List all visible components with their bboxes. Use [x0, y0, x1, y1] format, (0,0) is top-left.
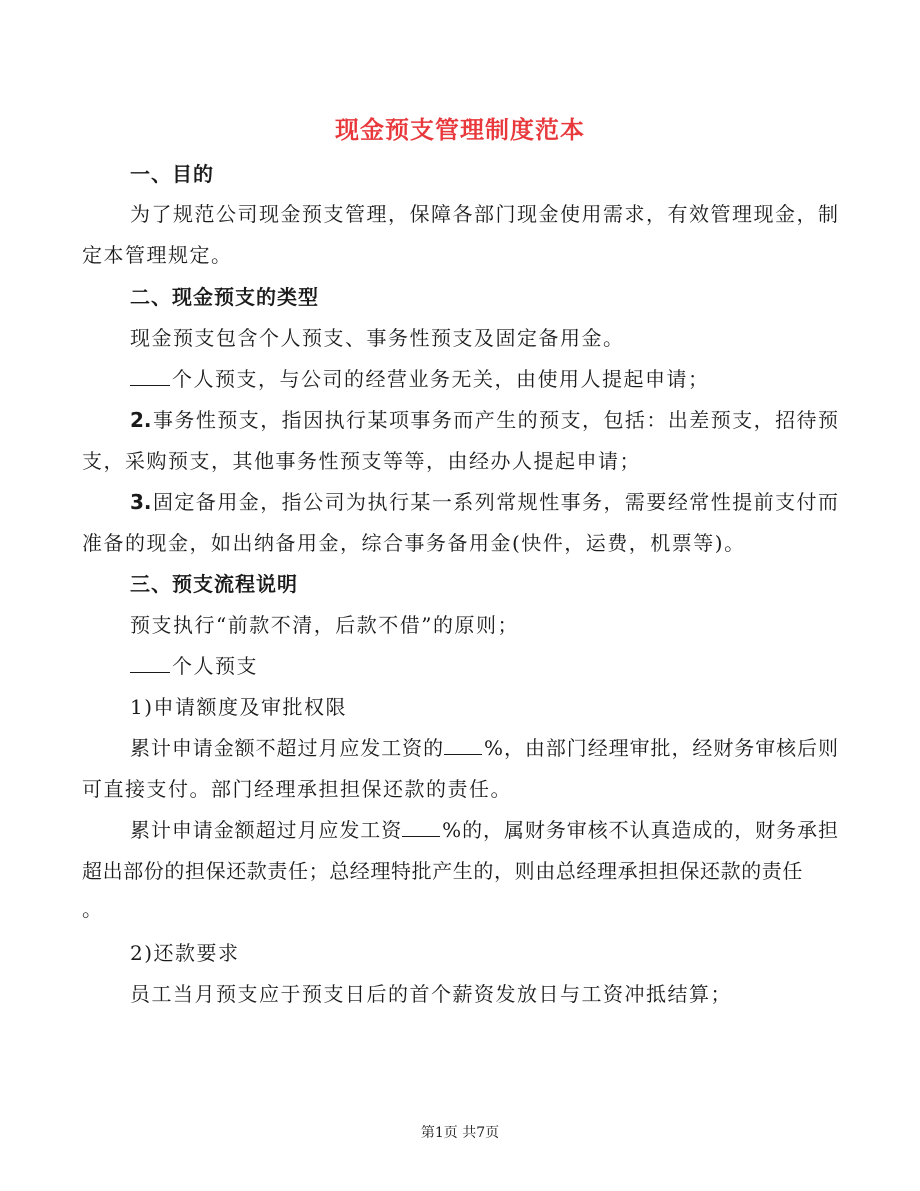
paragraph-line [130, 732, 838, 761]
paragraph-line: 员工当月预支应于预支日后的首个薪资发放日与工资冲抵结算； [130, 982, 732, 1006]
paragraph-line: 可直接支付。部门经理承担担保还款的责任。 [82, 777, 512, 801]
subheading: 2)还款要求 [130, 941, 240, 965]
rule-text: 累计申请金额不超过月应发工资的 [130, 736, 445, 760]
list-item-text: 个人预支 [172, 654, 258, 678]
paragraph-line: 支，采购预支，其他事务性预支等等，由经办人提起申请； [82, 449, 641, 473]
paragraph-line: 定本管理规定。 [82, 243, 233, 267]
blank-underline [130, 652, 170, 673]
paragraph-line: 。 [82, 897, 104, 921]
document-title: 现金预支管理制度范本 [335, 115, 585, 144]
list-item [130, 650, 258, 679]
list-item-text: 事务性预支，指因执行某项事务而产生的预支，包括：出差预支，招待预 [151, 408, 838, 432]
paragraph-line: 超出部份的担保还款责任；总经理特批产生的，则由总经理承担担保还款的责任 [82, 859, 803, 883]
blank-underline [402, 816, 440, 837]
paragraph-line [130, 814, 838, 843]
list-item-text: 固定备用金，指公司为执行某一系列常规性事务，需要经常性提前支付而 [151, 490, 838, 514]
rule-text: 累计申请金额超过月应发工资 [130, 818, 403, 842]
paragraph-line: 准备的现金，如出纳备用金，综合事务备用金(快件，运费，机票等)。 [82, 531, 746, 555]
paragraph-line: 预支执行“前款不清，后款不借”的原则； [130, 613, 519, 637]
page-footer: 第1页 共7页 [420, 1125, 500, 1141]
rule-text: %，由部门经理审批，经财务审核后则 [484, 736, 838, 760]
list-item-number: 3. [130, 490, 152, 514]
list-item [130, 404, 838, 433]
blank-underline [444, 734, 482, 755]
rule-text: %的，属财务审核不认真造成的，财务承担 [442, 818, 838, 842]
list-item [130, 486, 838, 515]
section-heading-process: 三、预支流程说明 [130, 572, 298, 596]
paragraph-line: 现金预支包含个人预支、事务性预支及固定备用金。 [130, 326, 625, 350]
section-heading-types: 二、现金预支的类型 [130, 285, 319, 309]
paragraph-line: 为了规范公司现金预支管理，保障各部门现金使用需求，有效管理现金，制 [130, 202, 838, 226]
section-heading-purpose: 一、目的 [130, 162, 214, 186]
blank-underline [130, 365, 170, 386]
list-item-text: 个人预支，与公司的经营业务无关，由使用人提起申请； [172, 367, 710, 391]
subheading: 1)申请额度及审批权限 [130, 695, 348, 719]
list-item [130, 363, 710, 392]
list-item-number: 2. [130, 408, 152, 432]
